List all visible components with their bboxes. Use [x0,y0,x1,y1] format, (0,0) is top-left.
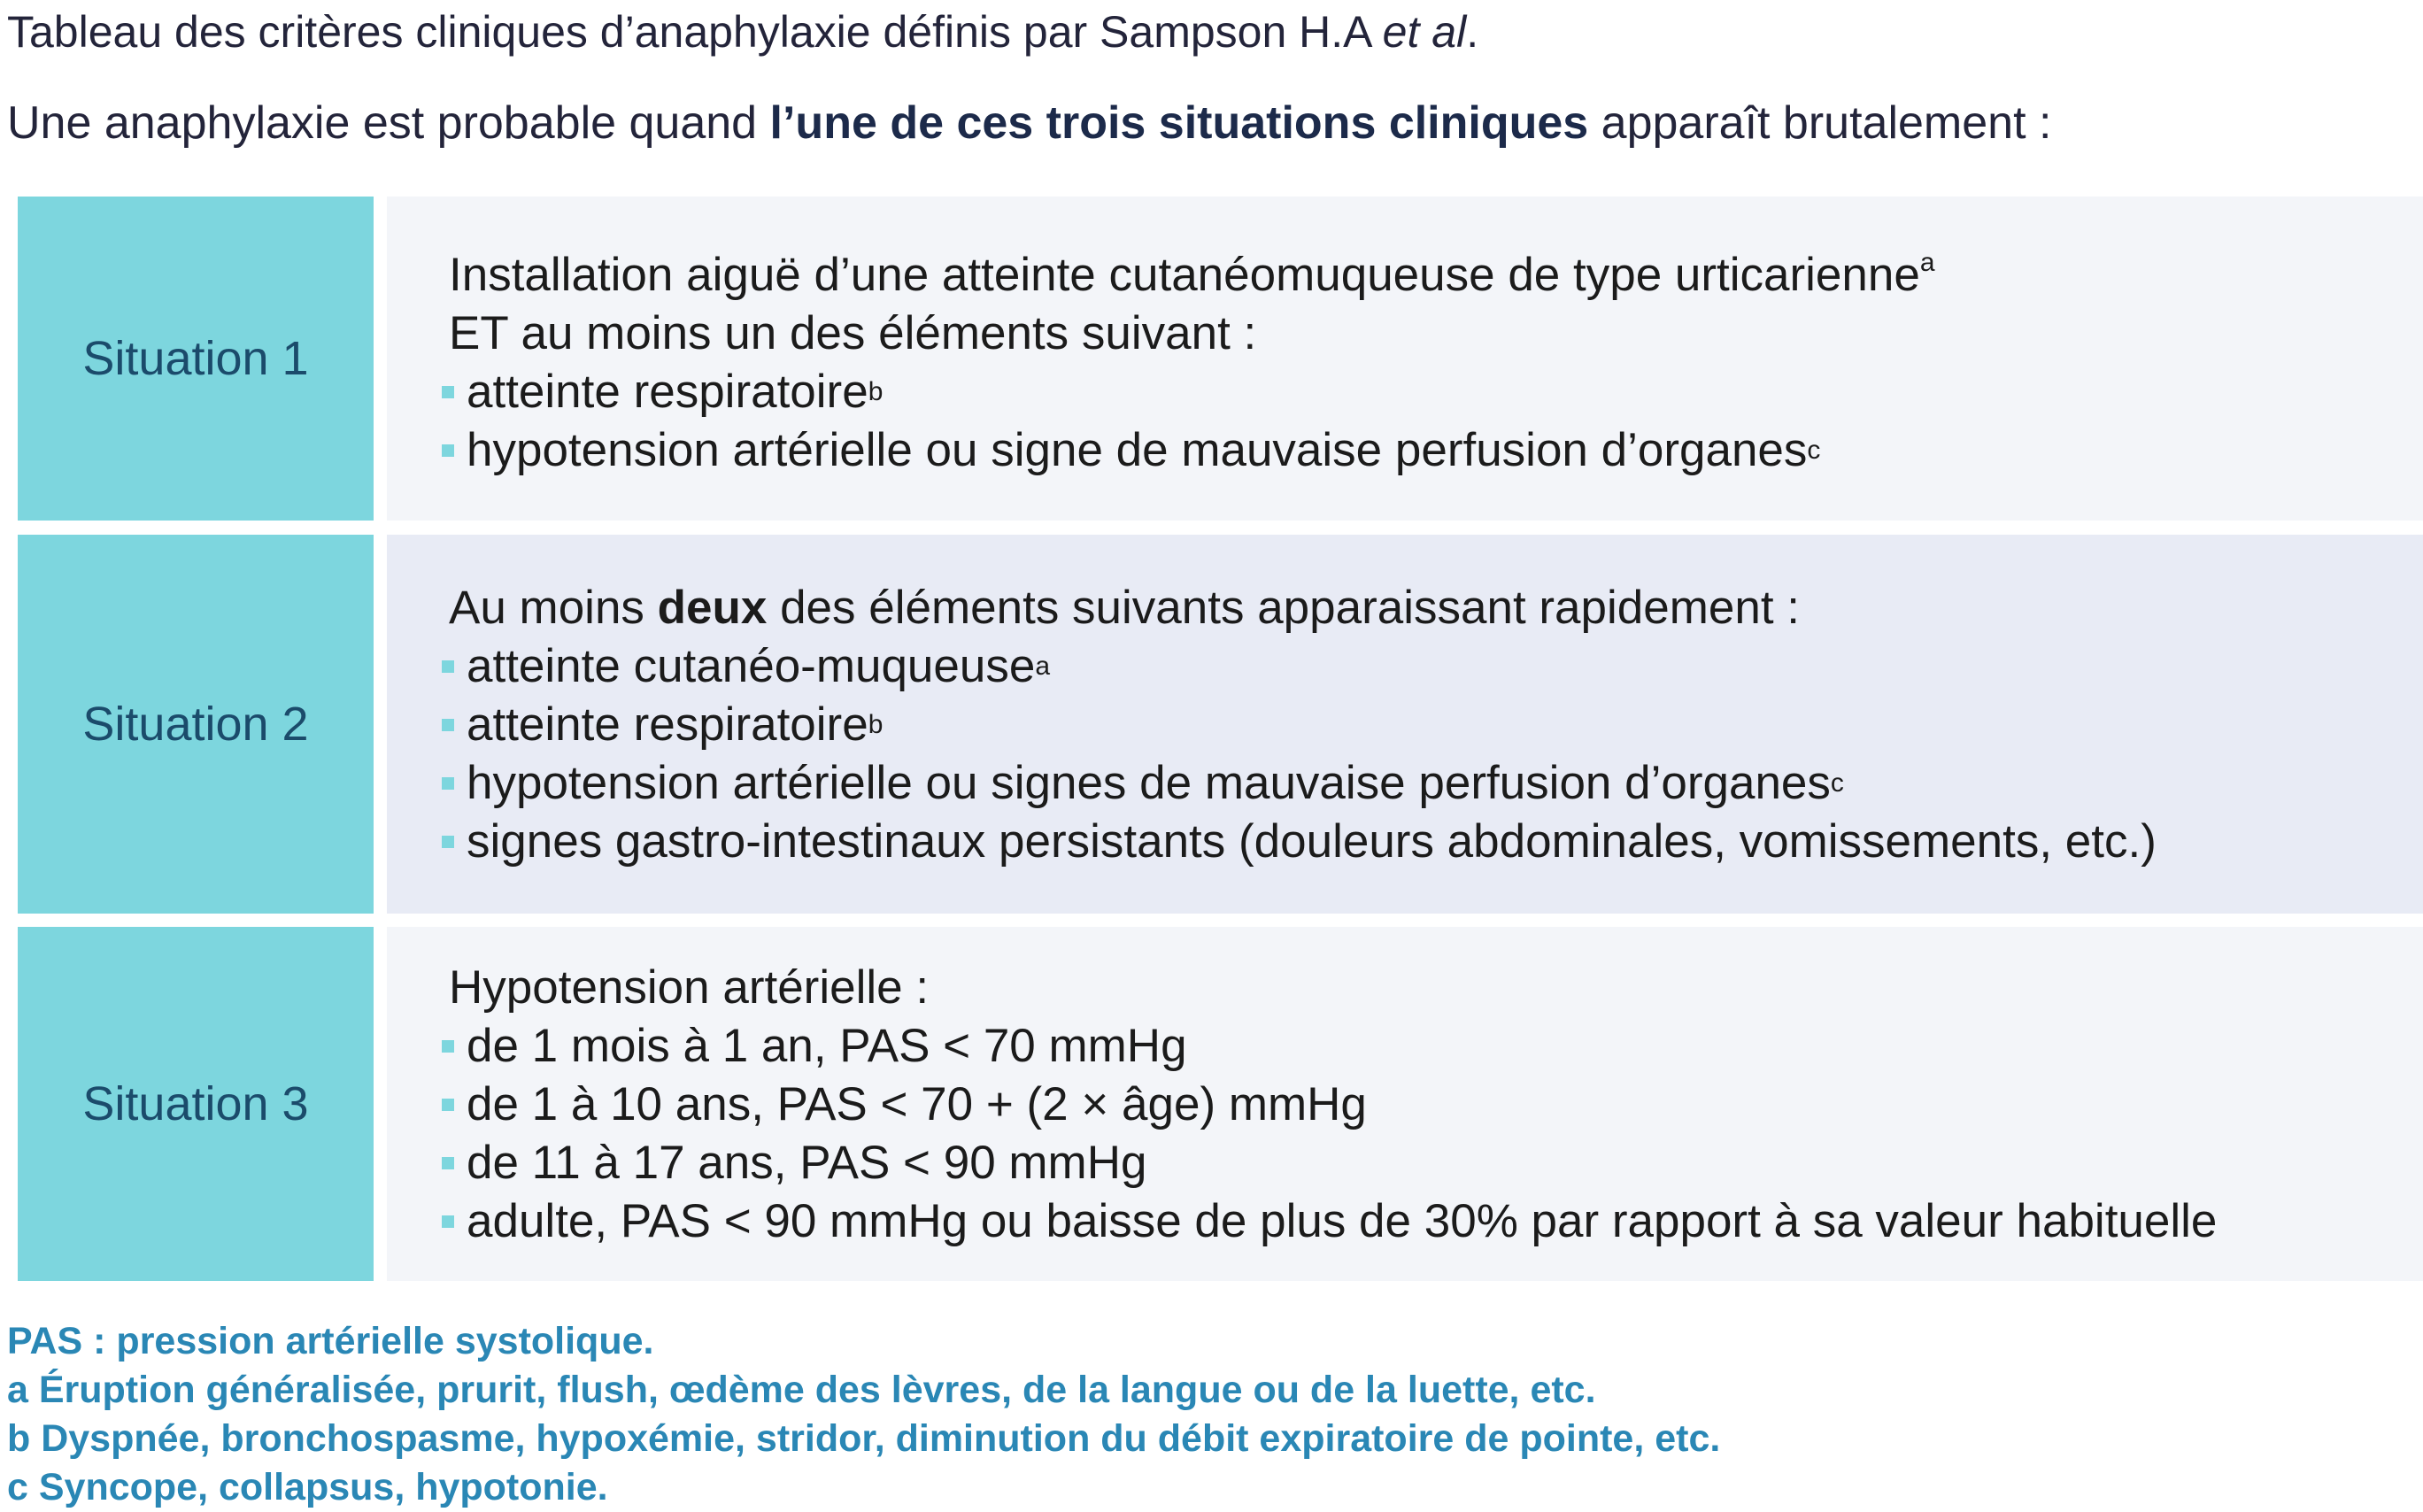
situation-3-content [449,959,2217,1251]
bullet-square-icon [442,719,454,731]
bullet-square-icon [442,1099,454,1111]
situation-2-label: Situation 2 [18,535,374,914]
situation-2-row [18,535,2423,914]
bullet-square-icon [442,444,454,457]
footnotes [7,1317,1720,1512]
list-item [442,1192,2217,1251]
list-item-text: de 1 mois à 1 an, PAS < 70 mmHg [467,1020,1187,1072]
list-item [442,813,2157,871]
situation-2-intro-after: des éléments suivants apparaissant rapidement : [767,582,1801,634]
situation-1-content [449,246,1935,480]
title-end: . [1466,7,1479,57]
footnote-ref: a [1919,248,1935,277]
situation-2-content [449,579,2157,871]
situation-1-line-1-text: Installation aiguë d’une atteinte cutanéomuqueuse de type urticarienne [449,249,1920,301]
situation-1-label: Situation 1 [18,197,374,521]
list-item-text: de 1 à 10 ans, PAS < 70 + (2 × âge) mmHg [467,1078,1367,1130]
list-item-text: atteinte respiratoire [467,366,868,418]
list-item-text: signes gastro-intestinaux persistants (douleurs abdominales, vomissements, etc.) [467,815,2157,868]
situation-1-line-2: ET au moins un des éléments suivant : [449,307,1257,359]
situation-3-row [18,927,2423,1281]
situation-3-label: Situation 3 [18,927,374,1281]
situation-3-body [387,927,2423,1281]
list-item-text: adulte, PAS < 90 mmHg ou baisse de plus de 30% par rapport à sa valeur habituelle [467,1195,2218,1247]
footnote-pas: PAS : pression artérielle systolique. [7,1320,654,1362]
bullet-square-icon [442,777,454,790]
list-item-text: atteinte respiratoire [467,698,868,751]
list-item: atteinte respiratoire b [442,696,2157,754]
situation-2-intro [449,579,2157,637]
situation-1-body [387,197,2423,521]
bullet-square-icon [442,836,454,848]
list-item-text: de 11 à 17 ans, PAS < 90 mmHg [467,1137,1147,1189]
list-item-text: hypotension artérielle ou signe de mauvaise perfusion d’organes [467,424,1808,476]
list-item [442,1076,2217,1134]
bullet-square-icon [442,1040,454,1053]
situation-1-row [18,197,2423,521]
list-item: hypotension artérielle ou signes de mauvaise perfusion d’organes c [442,754,2157,813]
title-text: Tableau des critères cliniques d’anaphylaxie définis par Sampson H.A [7,7,1383,57]
footnote-c: c Syncope, collapsus, hypotonie. [7,1466,608,1508]
footnote-b: b Dyspnée, bronchospasme, hypoxémie, stridor, diminution du débit expiratoire de pointe, etc. [7,1417,1721,1460]
list-item: hypotension artérielle ou signe de mauvaise perfusion d’organes c [442,421,1935,480]
situation-2-intro-before: Au moins [449,582,658,634]
list-item [442,1134,2217,1192]
situation-2-intro-bold: deux [657,582,768,634]
intro-after: apparaît brutalement : [1588,97,2052,149]
situation-2-body [387,535,2423,914]
list-item: atteinte cutanéo-muqueuse a [442,637,2157,696]
intro-bold: l’une de ces trois situations cliniques [769,97,1589,149]
bullet-square-icon [442,1215,454,1228]
situation-1-line-1 [449,246,1935,305]
intro-sentence [7,96,2051,150]
bullet-square-icon [442,1157,454,1169]
table-title [7,5,1478,58]
bullet-square-icon [442,386,454,398]
list-item-text: hypotension artérielle ou signes de mauvaise perfusion d’organes [467,757,1831,809]
intro-before: Une anaphylaxie est probable quand [7,97,770,149]
list-item [442,1017,2217,1076]
list-item-text: atteinte cutanéo-muqueuse [467,640,1036,692]
title-italic: et al [1382,7,1467,57]
bullet-square-icon [442,660,454,673]
situation-3-intro: Hypotension artérielle : [449,961,930,1014]
list-item: atteinte respiratoire b [442,363,1935,421]
footnote-a: a Éruption généralisée, prurit, flush, œdème des lèvres, de la langue ou de la luette, etc. [7,1369,1596,1411]
